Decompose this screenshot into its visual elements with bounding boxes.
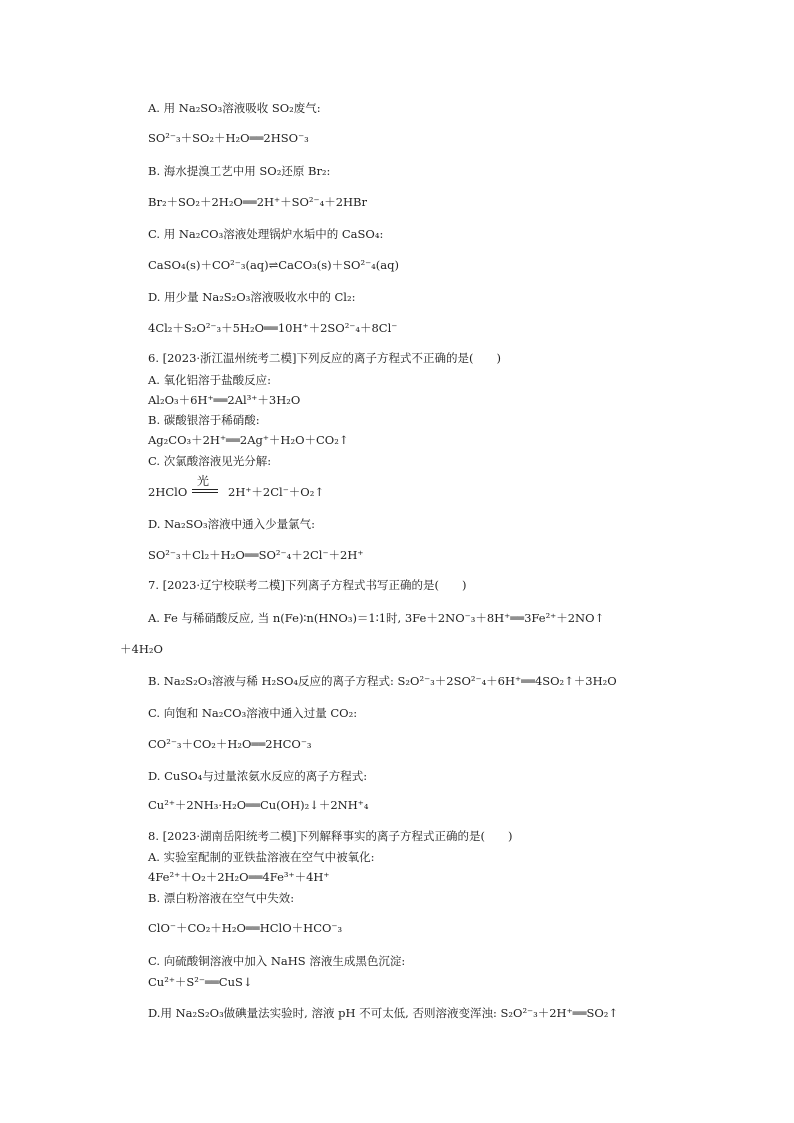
option-c-label: C. 次氯酸溶液见光分解:: [148, 454, 272, 468]
equation: Ag₂CO₃＋2H⁺══2Ag⁺＋H₂O＋CO₂↑: [148, 433, 349, 447]
equation: Al₂O₃＋6H⁺══2Al³⁺＋3H₂O: [148, 393, 301, 407]
equation: ClO⁻＋CO₂＋H₂O══HClO＋HCO⁻₃: [148, 921, 343, 935]
option-a-label: A. 氧化铝溶于盐酸反应:: [148, 373, 271, 387]
option-b-label: B. 漂白粉溶液在空气中失效:: [148, 891, 295, 905]
option-d-label: D. Na₂SO₃溶液中通入少量氯气:: [148, 517, 315, 531]
equals-line-top: [192, 489, 218, 490]
light-condition-label: 光: [197, 474, 210, 488]
option-a: A. Fe 与稀硝酸反应, 当 n(Fe)∶n(HNO₃)＝1∶1时, 3Fe＋2NO⁻₃＋8H⁺══3Fe²⁺＋2NO↑: [148, 611, 605, 625]
equation: CaSO₄(s)＋CO²⁻₃(aq)⇌CaCO₃(s)＋SO²⁻₄(aq): [148, 258, 399, 272]
equation: 4Fe²⁺＋O₂＋2H₂O══4Fe³⁺＋4H⁺: [148, 870, 330, 884]
equation: 4Cl₂＋S₂O²⁻₃＋5H₂O══10H⁺＋2SO²⁻₄＋8Cl⁻: [148, 321, 398, 335]
option-d-label: D. 用少量 Na₂S₂O₃溶液吸收水中的 Cl₂:: [148, 290, 356, 304]
question-6: 6. [2023·浙江温州统考二模]下列反应的离子方程式不正确的是( ): [148, 351, 501, 365]
option-c-label: C. 向硫酸铜溶液中加入 NaHS 溶液生成黑色沉淀:: [148, 954, 406, 968]
equation: Br₂＋SO₂＋2H₂O══2H⁺＋SO²⁻₄＋2HBr: [148, 195, 368, 209]
equation-product: 2H⁺＋2Cl⁻＋O₂↑: [228, 485, 324, 499]
equation: SO²⁻₃＋SO₂＋H₂O══2HSO⁻₃: [148, 131, 309, 145]
option-a-continued: ＋4H₂O: [120, 642, 163, 656]
option-c-label: C. 向饱和 Na₂CO₃溶液中通入过量 CO₂:: [148, 706, 358, 720]
option-b: B. Na₂S₂O₃溶液与稀 H₂SO₄反应的离子方程式: S₂O²⁻₃＋2SO²⁻₄＋6H⁺══4SO₂↑＋3H₂O: [148, 674, 617, 688]
equals-line-bottom: [192, 492, 218, 493]
option-c-label: C. 用 Na₂CO₃溶液处理锅炉水垢中的 CaSO₄:: [148, 227, 384, 241]
option-a-label: A. 用 Na₂SO₃溶液吸收 SO₂废气:: [148, 101, 321, 115]
question-8: 8. [2023·湖南岳阳统考二模]下列解释事实的离子方程式正确的是( ): [148, 829, 513, 843]
option-b-label: B. 海水提溴工艺中用 SO₂还原 Br₂:: [148, 164, 331, 178]
equation: Cu²⁺＋2NH₃·H₂O══Cu(OH)₂↓＋2NH⁺₄: [148, 798, 369, 812]
option-b-label: B. 碳酸银溶于稀硝酸:: [148, 413, 260, 427]
option-d-label: D. CuSO₄与过量浓氨水反应的离子方程式:: [148, 769, 368, 783]
equation: SO²⁻₃＋Cl₂＋H₂O══SO²⁻₄＋2Cl⁻＋2H⁺: [148, 548, 364, 562]
equation: CO²⁻₃＋CO₂＋H₂O══2HCO⁻₃: [148, 737, 312, 751]
option-a-label: A. 实验室配制的亚铁盐溶液在空气中被氧化:: [148, 850, 375, 864]
equation: Cu²⁺＋S²⁻══CuS↓: [148, 975, 253, 989]
equation-reactant: 2HClO: [148, 485, 188, 499]
option-d: D.用 Na₂S₂O₃做碘量法实验时, 溶液 pH 不可太低, 否则溶液变浑浊: S₂O²⁻₃＋2H⁺══SO₂↑: [148, 1006, 619, 1020]
question-7: 7. [2023·辽宁校联考二模]下列离子方程式书写正确的是( ): [148, 578, 467, 592]
